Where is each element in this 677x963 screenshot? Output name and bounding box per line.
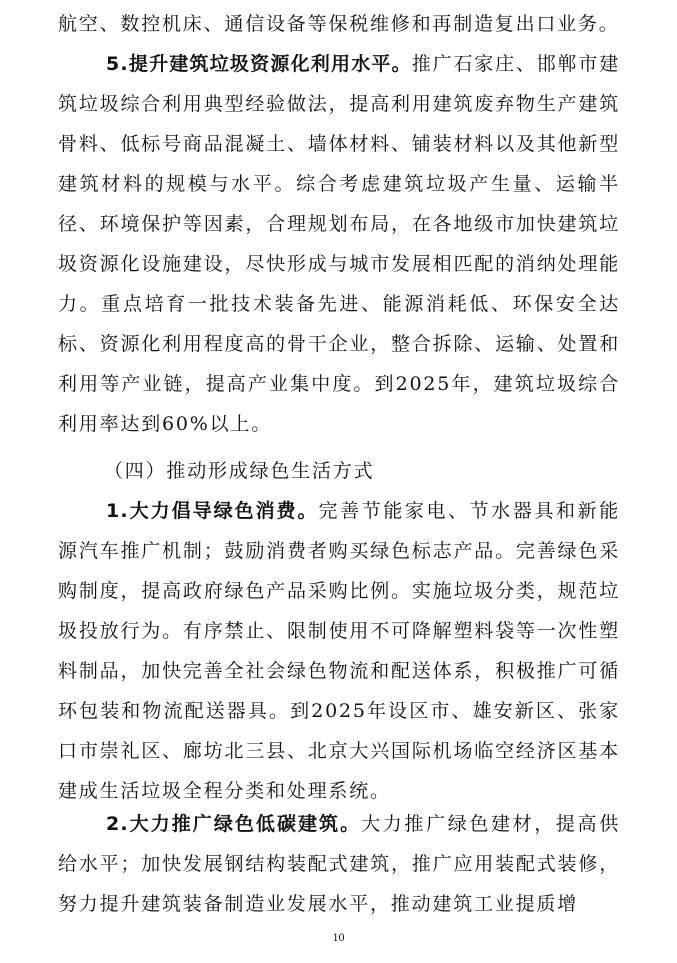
paragraph-body: 大力推广绿色建材，提高供给水平；加快发展钢结构装配式建筑，推广应用装配式装修，努力提升建筑装备制造业发展水平，推动建筑工业提质增 [58,813,620,915]
paragraph-body: 推广石家庄、邯郸市建筑垃圾综合利用典型经验做法，提高利用建筑废弃物生产建筑骨料、低标号商品混凝土、墙体材料、铺装材料以及其他新型建筑材料的规模与水平。综合考虑建筑垃圾产生量、运输半径、环境保护等因素，合理规划布局，在各地级市加快建筑垃圾资源化设施建设，尽快形成与城市发展相匹配的消纳处理能力。重点培育一批技术装备先进、能源消耗低、环保安全达标、资源化利用程度高的骨干企业，整合拆除、运输、处置和利用等产业链，提高产业集中度。到2025年，建筑垃圾综合利用率达到60%以上。 [58,53,620,435]
paragraph-body: 完善节能家电、节水器具和新能源汽车推广机制；鼓励消费者购买绿色标志产品。完善绿色采购制度，提高政府绿色产品采购比例。实施垃圾分类，规范垃圾投放行为。有序禁止、限制使用不可降解塑料袋等一次性塑料制品，加快完善全社会绿色物流和配送体系，积极推广可循环包装和物流配送器具。到2025年设区市、雄安新区、张家口市崇礼区、廊坊北三县、北京大兴国际机场临空经济区基本建成生活垃圾全程分类和处理系统。 [58,500,621,802]
paragraph-continuation [58,4,620,44]
page-number: 10 [332,930,345,944]
paragraph-heading: 1.大力倡导绿色消费。 [106,500,319,522]
paragraph-construction-waste [58,44,620,444]
paragraph-heading: 5.提升建筑垃圾资源化利用水平。 [106,53,412,75]
section-title: （四）推动形成绿色生活方式 [104,460,375,482]
paragraph-green-buildings [58,804,620,924]
paragraph-green-consumption [58,491,620,811]
paragraph-heading: 2.大力推广绿色低碳建筑。 [106,813,362,835]
paragraph-body: 航空、数控机床、通信设备等保税维修和再制造复出口业务。 [58,13,620,35]
